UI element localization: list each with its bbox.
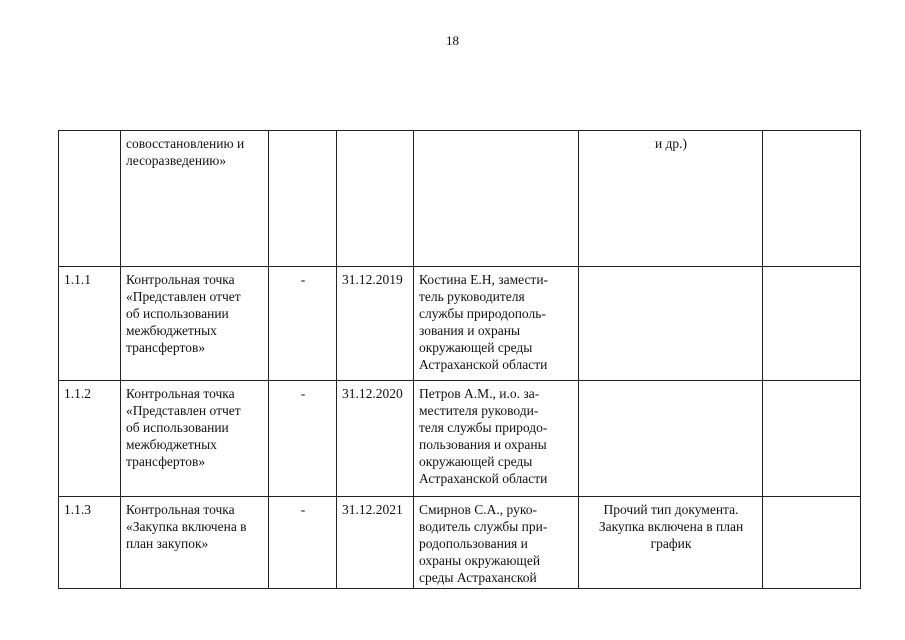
cell-extra — [763, 497, 861, 589]
cell-end — [337, 131, 414, 267]
table-row — [59, 267, 861, 381]
cell-num: 1.1.2 — [59, 381, 121, 497]
cell-num: 1.1.3 — [59, 497, 121, 589]
cell-responsible: Петров А.М., и.о. за- местителя руководи- теля службы природо- пользования и охраны окружающей среды Астраханской области — [414, 381, 579, 497]
cell-end: 31.12.2019 — [337, 267, 414, 381]
cell-extra — [763, 131, 861, 267]
cell-start: - — [269, 497, 337, 589]
cell-num: 1.1.1 — [59, 267, 121, 381]
cell-extra — [763, 267, 861, 381]
cell-responsible: Костина Е.Н, замести- тель руководителя службы природополь- зования и охраны окружающей среды Астраханской области — [414, 267, 579, 381]
table-row — [59, 381, 861, 497]
cell-document — [579, 267, 763, 381]
cell-document: и др.) — [579, 131, 763, 267]
cell-name: Контрольная точка «Представлен отчет об использовании межбюджетных трансфертов» — [121, 381, 269, 497]
cell-document: Прочий тип документа. Закупка включена в план график — [579, 497, 763, 589]
cell-responsible — [414, 131, 579, 267]
cell-num — [59, 131, 121, 267]
cell-start: - — [269, 267, 337, 381]
cell-extra — [763, 381, 861, 497]
cell-name: Контрольная точка «Закупка включена в план закупок» — [121, 497, 269, 589]
control-points-table — [58, 130, 861, 589]
cell-document — [579, 381, 763, 497]
cell-start: - — [269, 381, 337, 497]
page-number: 18 — [446, 33, 459, 48]
cell-name: Контрольная точка «Представлен отчет об использовании межбюджетных трансфертов» — [121, 267, 269, 381]
cell-end: 31.12.2020 — [337, 381, 414, 497]
table-row — [59, 497, 861, 589]
cell-name: совосстановлению и лесоразведению» — [121, 131, 269, 267]
cell-end: 31.12.2021 — [337, 497, 414, 589]
cell-start — [269, 131, 337, 267]
cell-responsible: Смирнов С.А., руко- водитель службы при- родопользования и охраны окружающей среды Астраханской — [414, 497, 579, 589]
table-row-continuation — [59, 131, 861, 267]
